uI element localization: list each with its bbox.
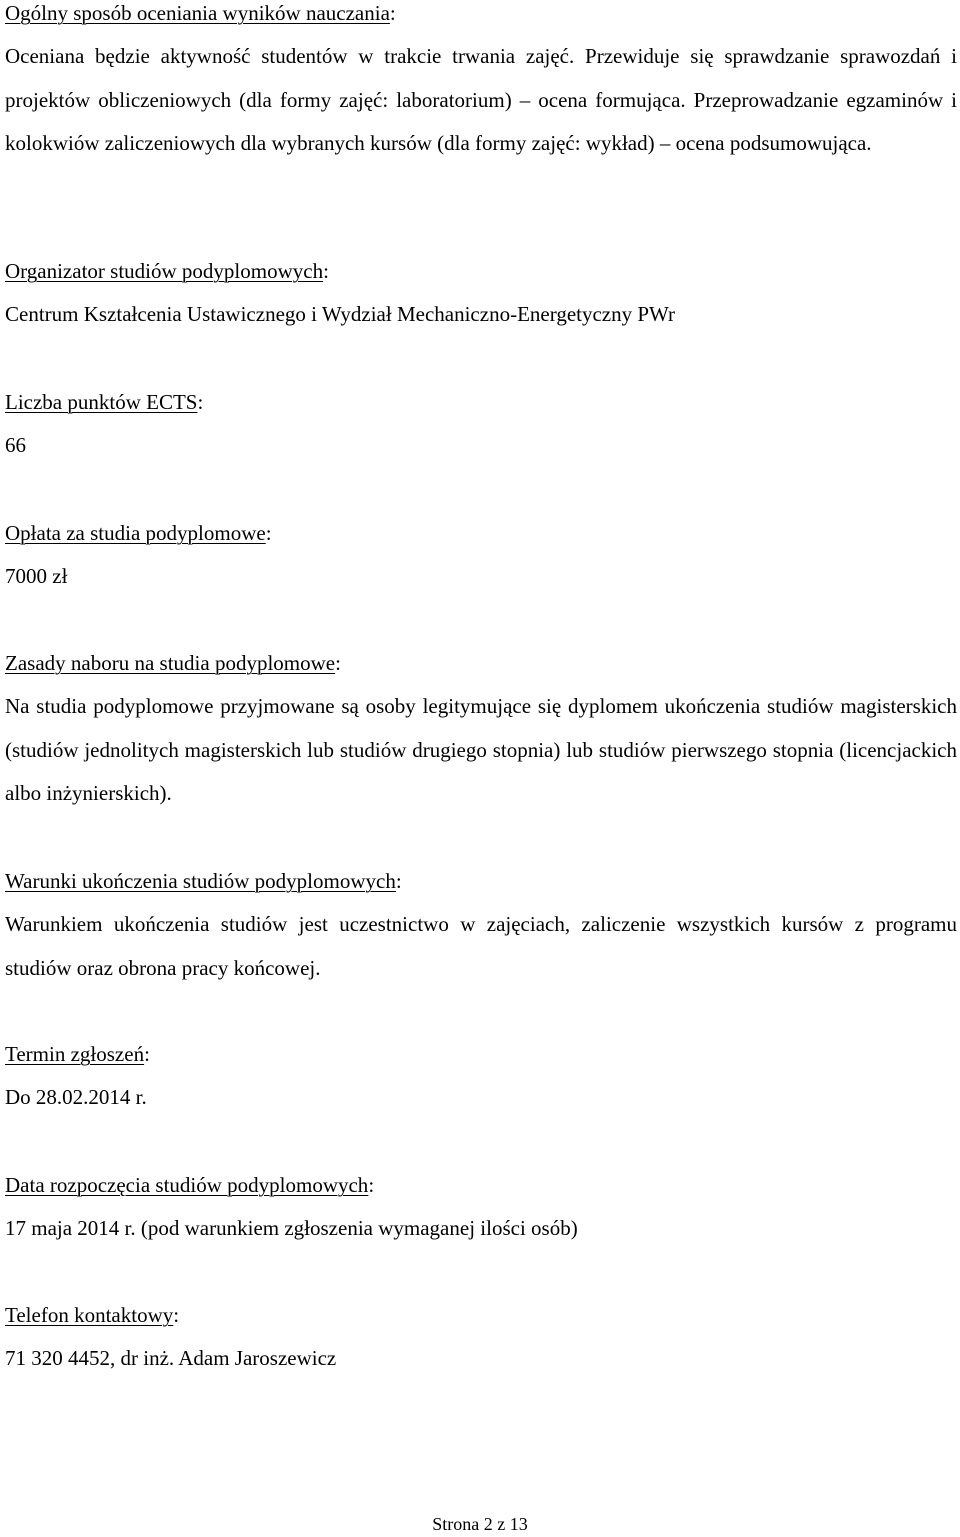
section-application-deadline xyxy=(5,1033,957,1120)
section-heading-label: Liczba punktów ECTS xyxy=(5,390,198,414)
section-heading xyxy=(5,512,957,555)
section-heading-label: Zasady naboru na studia podyplomowe xyxy=(5,651,336,675)
section-heading xyxy=(5,860,957,903)
section-heading xyxy=(5,1294,957,1337)
section-body: Oceniana będzie aktywność studentów w trakcie trwania zajęć. Przewiduje się sprawdzanie sprawozdań i projektów obliczeniowych (dla formy zajęć: laboratorium) – ocena formująca. Przeprowadzanie egzaminów i kolokwiów zaliczeniowych dla wybranych kursów (dla formy zajęć: wykład) – ocena podsumowująca. xyxy=(5,44,957,156)
section-admission-rules xyxy=(5,642,957,816)
section-heading xyxy=(5,0,957,35)
section-heading-label: Termin zgłoszeń xyxy=(5,1042,145,1066)
section-ects xyxy=(5,381,957,468)
section-start-date xyxy=(5,1164,957,1251)
section-assessment-methods xyxy=(5,0,957,166)
section-heading-label: Data rozpoczęcia studiów podyplomowych xyxy=(5,1173,369,1197)
page-number-footer: Strona 2 z 13 xyxy=(432,1514,528,1534)
heading-colon: : xyxy=(144,1042,150,1066)
section-heading xyxy=(5,250,957,293)
section-heading-label: Warunki ukończenia studiów podyplomowych xyxy=(5,869,396,893)
section-heading-label: Telefon kontaktowy xyxy=(5,1303,174,1327)
section-body: 66 xyxy=(5,433,26,457)
heading-colon: : xyxy=(197,390,204,414)
section-heading-label: Organizator studiów podyplomowych xyxy=(5,259,324,283)
section-body: Do 28.02.2014 r. xyxy=(5,1085,147,1109)
section-body: 17 maja 2014 r. (pod warunkiem zgłoszenia wymaganej ilości osób) xyxy=(5,1216,578,1240)
section-body: Na studia podyplomowe przyjmowane są osoby legitymujące się dyplomem ukończenia studiów magisterskich (studiów jednolitych magisterskich lub studiów drugiego stopnia) lub studiów pierwszego stopnia (licencjackich albo inżynierskich). xyxy=(5,694,957,806)
section-fee xyxy=(5,512,957,599)
heading-colon: : xyxy=(173,1303,180,1327)
section-body: Centrum Kształcenia Ustawicznego i Wydział Mechaniczno-Energetyczny PWr xyxy=(5,302,676,326)
section-heading xyxy=(5,642,957,685)
heading-colon: : xyxy=(265,521,272,545)
section-body: 7000 zł xyxy=(5,564,68,588)
section-heading-label: Ogólny sposób oceniania wyników nauczania xyxy=(5,1,390,25)
heading-colon: : xyxy=(395,869,402,893)
section-heading xyxy=(5,1033,957,1076)
section-organizer xyxy=(5,250,957,337)
section-heading xyxy=(5,381,957,424)
section-body: 71 320 4452, dr inż. Adam Jaroszewicz xyxy=(5,1346,337,1370)
heading-colon: : xyxy=(368,1173,375,1197)
section-body: Warunkiem ukończenia studiów jest uczestnictwo w zajęciach, zaliczenie wszystkich kursów z programu studiów oraz obrona pracy końcowej. xyxy=(5,912,957,980)
heading-colon: : xyxy=(323,259,329,283)
section-completion-conditions xyxy=(5,860,957,990)
section-contact-phone xyxy=(5,1294,957,1381)
heading-colon: : xyxy=(335,651,341,675)
section-heading-label: Opłata za studia podyplomowe xyxy=(5,521,266,545)
heading-colon: : xyxy=(389,1,396,25)
section-heading xyxy=(5,1164,957,1207)
